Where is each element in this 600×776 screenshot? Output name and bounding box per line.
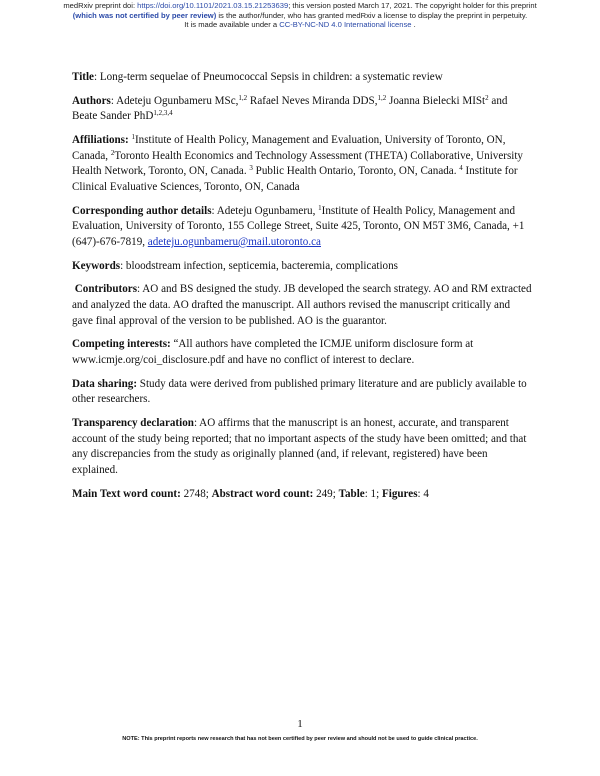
email-link[interactable]: adeteju.ogunbameru@mail.utoronto.ca — [147, 235, 321, 248]
license-link[interactable]: CC-BY-NC-ND 4.0 International license — [279, 20, 412, 30]
authors-line: Authors: Adeteju Ogunbameru MSc,$^{1,2}$ Rafael Neves Miranda DDS,$^{1,2}$ Joanna Bielecki MISt$^2$ and Beate Sander PhD$^{1,2,3,4}$ — [72, 93, 508, 123]
preprint-banner — [0, 1, 600, 30]
corresponding-author: Corresponding author details: Adeteju Ogunbameru, $^1$Institute of Health Policy, Management and Evaluation, University of Toronto, 155 College Street, Suite 425, Toronto, ON M5T 3M6, Canada, +1 (647)-676-7819, adeteju.ogunbameru@mail.utoronto.ca — [72, 203, 525, 248]
keywords: Keywords: bloodstream infection, septicemia, bacteremia, complications — [72, 259, 398, 272]
banner-line-3: It is made available under a CC-BY-NC-ND 4.0 International license . — [184, 20, 416, 30]
page-number: 1 — [297, 718, 303, 730]
affiliations: Affiliations: $^1$Institute of Health Policy, Management and Evaluation, University of Toronto, ON, Canada, $^2$Toronto Health Economics and Technology Assessment (THETA) Collaborative, University Health Network, Toronto, ON, Canada. $^3$ Public Health Ontario, Toronto, ON, Canada. $^4$ Institute for Clinical Evaluative Sciences, Toronto, ON, Canada — [72, 133, 523, 193]
word-counts: Main Text word count: 2748; Abstract word count: 249; Table: 1; Figures: 4 — [72, 487, 429, 500]
banner-line-2: (which was not certified by peer review) is the author/funder, who has granted medRxiv a license to display the preprint in perpetuity. — [72, 10, 528, 20]
banner-line-1: medRxiv preprint doi: https://doi.org/10.1101/2021.03.15.21253639; this version posted March 17, 2021. The copyright holder for this preprint — [63, 1, 537, 10]
peer-review-footer: NOTE: This preprint reports new research that has not been certified by peer review and should not be used to guide clinical practice. — [122, 736, 478, 742]
transparency-declaration: Transparency declaration: AO affirms that the manuscript is an honest, accurate, and transparent account of the study being reported; that no important aspects of the study have been omitted; and that any discrepancies from the study as originally planned (and, if relevant, registered) have been explained. — [72, 417, 527, 476]
doi-link[interactable]: https://doi.org/10.1101/2021.03.15.21253639 — [137, 1, 289, 10]
title-page-body — [72, 70, 532, 511]
contributors: Contributors: AO and BS designed the study. JB developed the search strategy. AO and RM extracted and analyzed the data. AO drafted the manuscript. All authors revised the manuscript critically and gave final approval of the version to be published. AO is the guarantor. — [72, 283, 532, 327]
data-sharing: Data sharing: Study data were derived from published primary literature and are publicly available to other researchers. — [72, 377, 527, 406]
title-line: Title: Long-term sequelae of Pneumococcal Sepsis in children: a systematic review — [72, 71, 443, 83]
competing-interests: Competing interests: “All authors have completed the ICMJE uniform disclosure form at www.icmje.org/coi_disclosure.pdf and have no conflict of interest to declare. — [72, 338, 474, 367]
